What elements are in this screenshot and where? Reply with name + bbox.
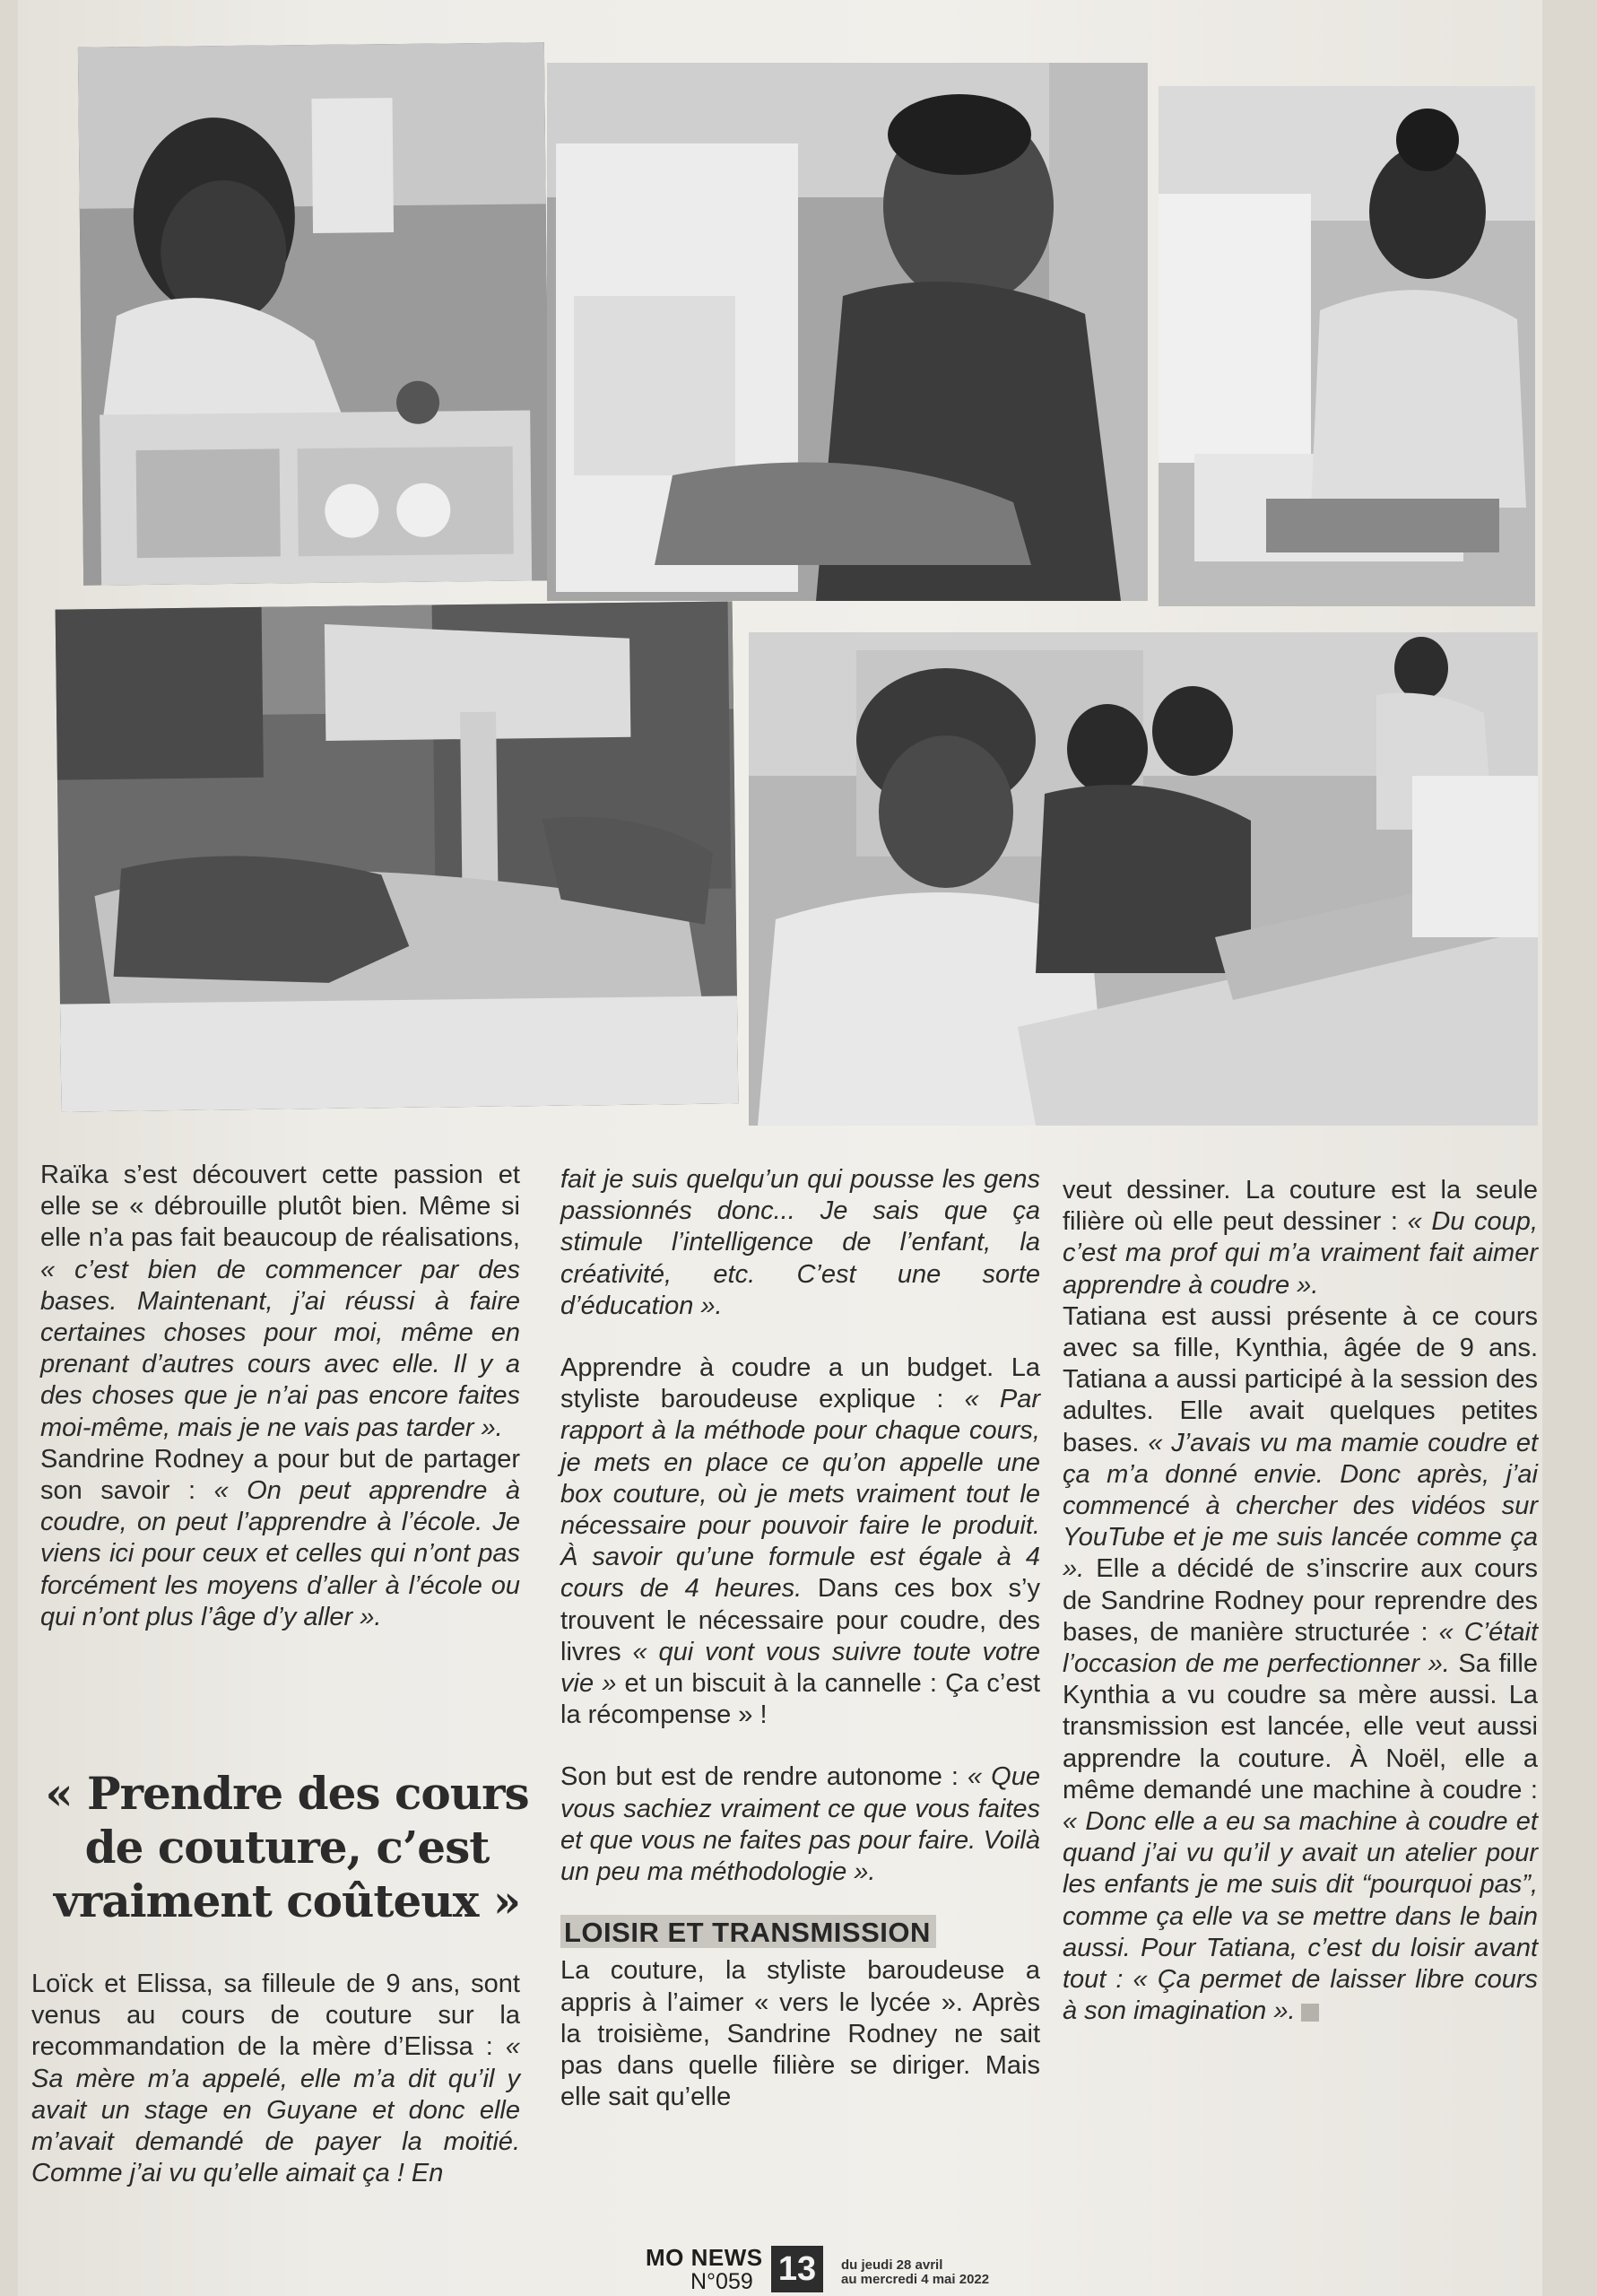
quote-run: « On peut apprendre à coudre, on peut l’apprendre à l’école. Je viens ici pour ceux et celles qui n’ont pas forcément les moyens d’aller à l’école ou qui n’ont plus l’âge d’y aller ». (40, 1476, 521, 1631)
paragraph-leisure: La couture, la styliste baroudeuse a appris à l’aimer « vers le lycée ». Après la troisième, Sandrine Rodney ne sait pas dans quelle filière se diriger. Mais elle sait qu’elle (560, 1956, 1040, 2112)
paragraph-quote-continued: fait je suis quelqu’un qui pousse les gens passionnés donc... Je sais que ça stimule l’intelligence de l’enfant, la créativité, etc. C’est une sorte d’éducation ». (560, 1165, 1040, 1320)
date-line: du jeudi 28 avril (841, 2257, 943, 2273)
text-run: Apprendre à coudre a un budget. La styliste baroudeuse explique : (560, 1353, 1040, 1414)
issue-number: N°059 (690, 2269, 753, 2294)
magazine-page (18, 0, 1542, 2296)
text-run: Son but est de rendre autonome : (560, 1762, 968, 1792)
article-column-1-bottom (31, 1969, 520, 2189)
quote-run: « c’est bien de commencer par des bases. Maintenant, j’ai réussi à faire certaines choses pour moi, même en prenant d’autres cours avec elle. Il y a des choses que je n’ai pas encore faites moi-même, mais je ne vais pas tarder ». (40, 1255, 520, 1442)
article-column-3 (1063, 1175, 1538, 2027)
quote-run: « J’avais vu ma mamie coudre et ça m’a donné envie. Donc après, j’ai commencé à chercher des vidéos sur YouTube et je me suis lancée comme ça ». (1063, 1428, 1539, 1584)
text-run: Sa fille Kynthia a vu coudre sa mère aussi. La transmission est lancée, elle veut aussi apprendre la couture. À Noël, elle a même demandé une machine à coudre : (1063, 1649, 1538, 1805)
date-range (841, 2258, 989, 2287)
text-run: Loïck et Elissa, sa filleule de 9 ans, sont venus au cours de couture sur la recommandation de la mère d’Elissa : (31, 1970, 520, 2062)
photo-workshop-children-cutting-fabric (749, 632, 1538, 1126)
text-run: Tatiana est aussi présente à ce cours avec sa fille, Kynthia, âgée de 9 ans. Tatiana a aussi participé à la session des adultes. Elle avait quelques petites bases. (1063, 1301, 1538, 1457)
paragraph-tatiana (1063, 1301, 1538, 2028)
quote-run: « Donc elle a eu sa machine à coudre et quand j’ai vu qu’il y avait un atelier pour les enfants je me suis dit “pourquoi pas”, comme ça elle va se mettre dans le bain aussi. Pour Tatiana, c’est du loisir avant tout : « Ça permet de laisser libre cours à son imagination ». (1063, 1807, 1538, 2026)
page-number: 13 (771, 2246, 823, 2292)
end-of-article-square-icon (1301, 2004, 1319, 2022)
quote-run: « Par rapport à la méthode pour chaque cours, je mets en place ce qu’on appelle une box couture, où je mets vraiment tout le nécessaire pour pouvoir faire le produit. À savoir qu’une formule est égale à 4 cours de 4 heures. (560, 1385, 1040, 1604)
paragraph-autonomy (560, 1761, 1040, 1888)
quote-run: « Du coup, c’est ma prof qui m’a vraiment fait aimer apprendre à coudre ». (1063, 1207, 1538, 1300)
photo-hands-sewing-closeup (56, 601, 739, 1111)
paragraph-raika (40, 1160, 520, 1444)
article-column-2 (560, 1164, 1040, 2113)
quote-run: « Que vous sachiez vraiment ce que vous faites et que vous ne faites pas pour faire. Voilà un peu ma méthodologie ». (560, 1762, 1040, 1887)
quote-run: « C’était l’occasion de me perfectionner ». (1063, 1617, 1538, 1679)
publication-name: MO NEWS (646, 2244, 763, 2271)
photo-girl-at-sewing-machine (547, 63, 1148, 601)
text-run: Raïka s’est découvert cette passion et elle se « débrouille plutôt bien. Même si elle n’a pas fait beaucoup de réalisations, (40, 1161, 520, 1253)
date-line: au mercredi 4 mai 2022 (841, 2272, 990, 2287)
quote-run: « Sa mère m’a appelé, elle m’a dit qu’il y avait un stage en Guyane et donc elle m’avait demandé de payer la moitié. Comme j’ai vu qu’elle aimait ça ! En (31, 2032, 520, 2188)
photo-girl-brother-sewing-machine (1159, 86, 1535, 606)
page-footer (646, 2242, 1273, 2296)
text-run: Elle a décidé de s’inscrire aux cours de Sandrine Rodney pour reprendre des bases, de manière structurée : (1063, 1554, 1538, 1647)
paragraph-drawing (1063, 1175, 1538, 1301)
photo-child-sewing-with-supplies-box (78, 42, 550, 585)
text-run: Dans ces box s’y trouvent le nécessaire pour coudre, des livres (560, 1574, 1041, 1666)
article-column-1 (40, 1160, 520, 1633)
text-run: et un biscuit à la cannelle : Ça c’est la récompense » ! (560, 1669, 1040, 1730)
text-run: veut dessiner. La couture est la seule filière où elle peut dessiner : (1063, 1176, 1538, 1237)
text-run: Sandrine Rodney a pour but de partager son savoir : (40, 1444, 520, 1506)
pull-quote: « Prendre des cours de couture, c’est vraiment coûteux » (45, 1767, 529, 1927)
paragraph-loick-elissa (31, 1969, 520, 2189)
paragraph-budget (560, 1352, 1040, 1731)
section-heading: LOISIR ET TRANSMISSION (560, 1915, 936, 1948)
paragraph-sandrine-goal (40, 1444, 520, 1633)
quote-run: « qui vont vous suivre toute votre vie » (560, 1637, 1040, 1699)
